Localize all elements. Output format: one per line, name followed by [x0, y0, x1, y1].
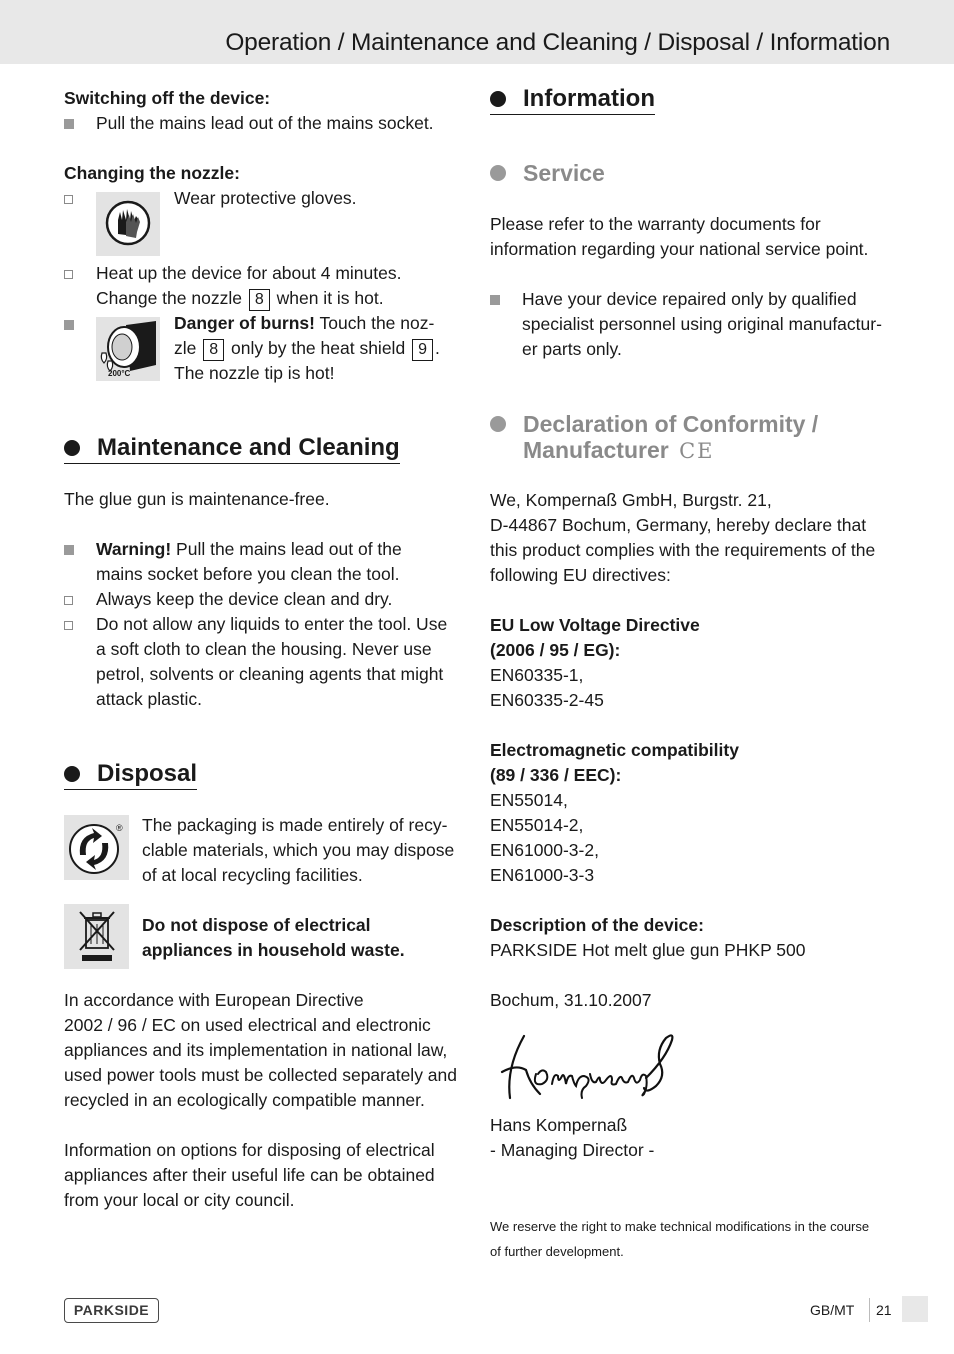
emc-block: Electromagnetic compatibility (89 / 336 / EEC): EN55014, EN55014-2, EN61000-3-2, EN61000-3-3: [490, 740, 739, 885]
ce-mark-icon: CE: [679, 439, 715, 463]
changing-nozzle-heading: Changing the nozzle:: [64, 163, 240, 183]
footer-divider: [869, 1298, 870, 1322]
device-description: Description of the device: PARKSIDE Hot melt glue gun PHKP 500: [490, 915, 806, 960]
bullet-open-square-icon: [64, 621, 73, 630]
list-item: Always keep the device clean and dry.: [64, 587, 464, 612]
page-number: 21: [876, 1302, 892, 1318]
list-item: Have your device repaired only by qualified specialist personnel using original manufactur- er parts only.: [490, 287, 890, 362]
temperature-label: 200°C: [108, 369, 131, 378]
weee-warning: Do not dispose of electrical appliances in household waste.: [142, 915, 405, 960]
gloves-text: Wear protective gloves.: [174, 188, 357, 208]
part-number-badge: 8: [249, 289, 270, 311]
danger-text: Danger of burns! Touch the noz- zle 8 only by the heat shield 9 . The nozzle tip is hot!: [174, 313, 440, 383]
declaration-text: We, Kompernaß GmbH, Burgstr. 21, D-44867 Bochum, Germany, hereby declare that this product complies with the requirements of the following EU directives:: [490, 490, 876, 585]
service-heading: Service: [490, 160, 890, 186]
section-dot-icon: [490, 91, 506, 107]
bullet-square-icon: [64, 119, 74, 129]
lvd-block: EU Low Voltage Directive (2006 / 95 / EG): EN60335-1, EN60335-2-45: [490, 615, 700, 710]
hot-nozzle-icon: [96, 317, 160, 381]
list-item: Heat up the device for about 4 minutes. Change the nozzle 8 when it is hot.: [64, 261, 464, 311]
bullet-square-icon: [490, 295, 500, 305]
section-dot-icon: [490, 416, 506, 432]
signer: Hans Kompernaß - Managing Director -: [490, 1115, 655, 1160]
place-date: Bochum, 31.10.2007: [490, 990, 652, 1010]
bullet-open-square-icon: [64, 270, 73, 279]
switching-off-heading: Switching off the device:: [64, 88, 271, 108]
list-item: Warning! Pull the mains lead out of the mains socket before you clean the tool.: [64, 537, 464, 587]
maintenance-intro: The glue gun is maintenance-free.: [64, 489, 330, 509]
disposal-heading: Disposal: [64, 759, 197, 790]
council-info-text: Information on options for disposing of electrical appliances after their useful life can be obtained from your local or city council.: [64, 1140, 435, 1210]
registered-mark: ®: [116, 823, 123, 833]
section-dot-icon: [64, 440, 80, 456]
signature: [496, 1028, 686, 1106]
maintenance-heading: Maintenance and Cleaning: [64, 433, 400, 464]
section-dot-icon: [490, 165, 506, 181]
language-code: GB/MT: [810, 1302, 855, 1318]
page-title: Operation / Maintenance and Cleaning / Disposal / Information: [225, 29, 890, 56]
conformity-heading: Declaration of Conformity / Manufacturer CE: [490, 411, 890, 464]
list-item: Do not allow any liquids to enter the tool. Use a soft cloth to clean the housing. Never use petrol, solvents or cleaning agents that might attack plastic.: [64, 612, 464, 712]
recycling-icon: [64, 815, 129, 880]
brand-logo: PARKSIDE: [64, 1298, 159, 1323]
section-dot-icon: [64, 766, 80, 782]
reserve-note: We reserve the right to make technical modifications in the course of further development.: [490, 1219, 870, 1259]
information-heading: Information: [490, 84, 655, 115]
directive-text: In accordance with European Directive 2002 / 96 / EC on used electrical and electronic appliances and its implementation in national law, used power tools must be collected separately and recycled in an ecologically compatible manner.: [64, 990, 458, 1110]
part-number-badge: 9: [412, 339, 433, 361]
bullet-square-icon: [64, 545, 74, 555]
crossed-out-bin-icon: [64, 904, 129, 969]
service-text: Please refer to the warranty documents for information regarding your national service point.: [490, 214, 869, 259]
part-number-badge: 8: [203, 339, 224, 361]
bullet-square-icon: [64, 320, 74, 330]
list-item: Pull the mains lead out of the mains socket.: [64, 111, 464, 136]
bullet-open-square-icon: [64, 596, 73, 605]
page-tab-marker: [902, 1296, 928, 1322]
packaging-text: The packaging is made entirely of recy- clable materials, which you may dispose of at local recycling facilities.: [142, 815, 455, 885]
bullet-open-square-icon: [64, 195, 73, 204]
gloves-icon: [96, 192, 160, 256]
